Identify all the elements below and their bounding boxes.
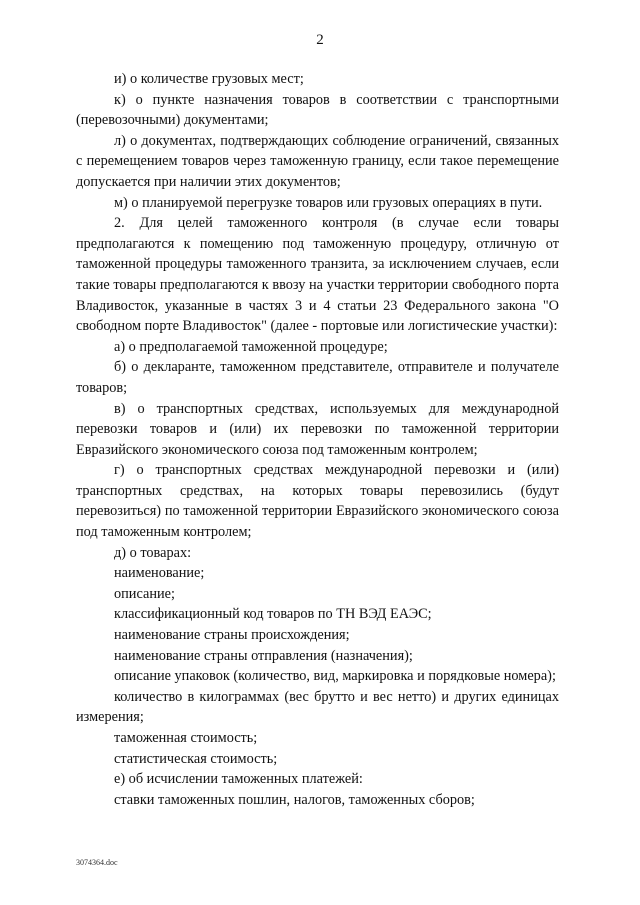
list-item-b: б) о декларанте, таможенном представителе, отправителе и получателе товаров; <box>76 359 559 396</box>
payments-field-rates: ставки таможенных пошлин, налогов, таможенных сборов; <box>114 791 475 808</box>
goods-field-statistical-value: статистическая стоимость; <box>114 750 278 767</box>
list-item-i: и) о количестве грузовых мест; <box>114 71 304 87</box>
goods-field-customs-value: таможенная стоимость; <box>114 730 258 746</box>
list-item-e: е) об исчислении таможенных платежей: <box>114 771 363 788</box>
list-item-d: д) о товарах: <box>114 544 192 561</box>
list-item-a: а) о предполагаемой таможенной процедуре; <box>114 338 388 355</box>
file-name-footer: 3074364.doc <box>76 858 118 867</box>
goods-field-code: классификационный код товаров по ТН ВЭД ЕАЭС; <box>114 606 432 623</box>
goods-field-name: наименование; <box>114 565 205 582</box>
page-number: 2 <box>316 32 324 48</box>
list-item-m: м) о планируемой перегрузке товаров или грузовых операциях в пути. <box>114 194 543 211</box>
goods-field-description: описание; <box>114 585 175 602</box>
list-item-k: к) о пункте назначения товаров в соответствии с транспортными (перевозочными) документами; <box>76 91 559 129</box>
goods-field-packaging: описание упаковок (количество, вид, маркировка и порядковые номера); <box>114 668 556 685</box>
goods-field-origin-country: наименование страны происхождения; <box>114 627 350 644</box>
section-2-paragraph: 2. Для целей таможенного контроля (в случае если товары предполагаются к помещению под таможенную процедуру, отличную от таможенной процедуры таможенного транзита, за исключением случаев, если такие товары предполагаются к ввозу на участки территории свободного порта Владивосток, указанные в частях 3 и 4 статьи 23 Федерального закона "О свободном порте Владивосток" (далее - портовые или логистические участки): <box>76 215 559 335</box>
list-item-g: г) о транспортных средствах международной перевозки и (или) транспортных средствах, на которых товары перевозились (будут перевозиться) по таможенной территории Евразийского экономического союза под таможенным контролем; <box>76 462 559 541</box>
list-item-v: в) о транспортных средствах, используемых для международной перевозки товаров и (или) их перевозки по таможенной территории Евразийского экономического союза под таможенным контролем; <box>76 400 559 458</box>
list-item-l: л) о документах, подтверждающих соблюдение ограничений, связанных с перемещением товаров через таможенную границу, если такое перемещение допускается при наличии этих документов; <box>76 132 559 190</box>
goods-field-dispatch-country: наименование страны отправления (назначения); <box>114 647 413 664</box>
goods-field-quantity: количество в килограммах (вес брутто и вес нетто) и других единицах измерения; <box>76 688 559 726</box>
document-body <box>76 69 559 810</box>
